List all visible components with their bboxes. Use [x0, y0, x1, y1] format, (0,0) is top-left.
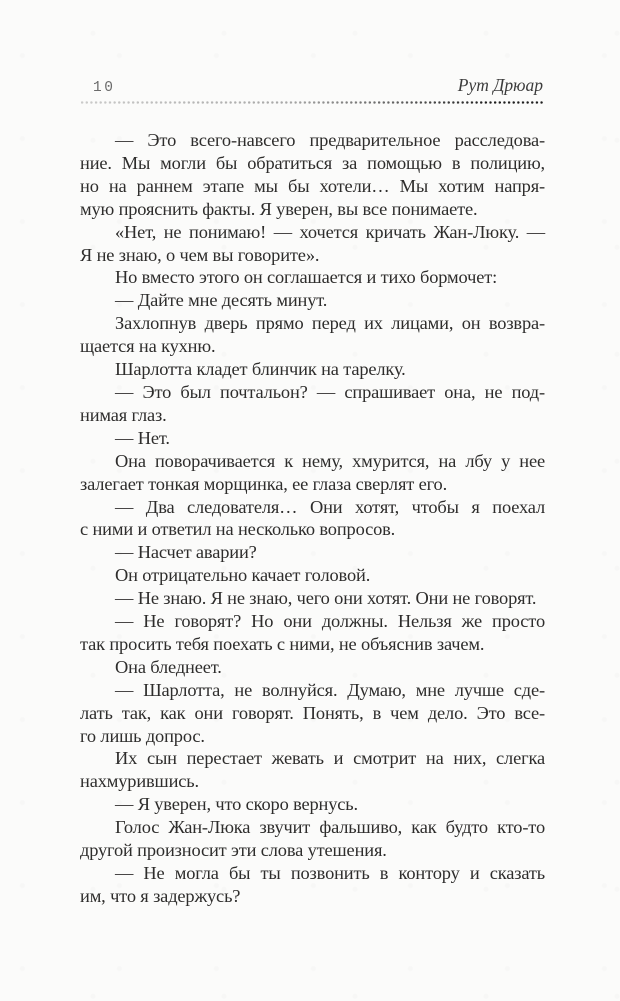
text-line: — Дайте мне десять минут. — [115, 290, 328, 311]
paragraph — [80, 312, 545, 358]
paragraph — [80, 541, 545, 564]
text-line: так просить тебя поехать с ними, не объяснив зачем. — [80, 633, 485, 654]
paragraph — [80, 656, 545, 679]
text-line: другой произносит эти слова утешения. — [80, 840, 387, 861]
text-line: с ними и ответил на несколько вопросов. — [80, 519, 396, 540]
paragraph — [80, 450, 545, 496]
text-line: Она бледнеет. — [115, 656, 222, 677]
running-header-author: Рут Дрюар — [457, 75, 543, 95]
text-line: — Два следователя… Они хотят, чтобы я поехал — [115, 496, 545, 517]
paragraph — [80, 427, 545, 450]
text-line: лать так, как они говорят. Понять, в чем дело. Это все- — [80, 702, 545, 723]
text-line: Он отрицательно качает головой. — [115, 565, 371, 586]
text-line: — Не говорят? Но они должны. Нельзя же просто — [115, 611, 545, 632]
paragraph — [80, 747, 545, 793]
paragraph — [80, 679, 545, 748]
page-header — [80, 0, 543, 96]
text-line: — Насчет аварии? — [115, 542, 257, 563]
text-line: — Я уверен, что скоро вернусь. — [115, 794, 358, 815]
text-line: Она поворачивается к нему, хмурится, на лбу у нее — [115, 450, 545, 471]
text-line: Шарлотта кладет блинчик на тарелку. — [115, 359, 406, 380]
paragraph — [80, 610, 545, 656]
text-line: щается на кухню. — [80, 336, 216, 357]
text-block — [80, 129, 545, 908]
text-line: Я не знаю, о чем вы говорите». — [80, 244, 320, 265]
text-line: Но вместо этого он соглашается и тихо бормочет: — [115, 267, 498, 288]
dotted-divider — [81, 101, 545, 104]
text-line: Захлопнув дверь прямо перед их лицами, он возвра- — [115, 313, 545, 334]
paragraph — [80, 816, 545, 862]
text-line: залегает тонкая морщинка, ее глаза сверлят его. — [80, 473, 448, 494]
text-line: — Не знаю. Я не знаю, чего они хотят. Они не говорят. — [115, 588, 537, 609]
text-line: го лишь допрос. — [80, 725, 205, 746]
paragraph — [80, 793, 545, 816]
text-line: Голос Жан-Люка звучит фальшиво, как будто кто-то — [115, 817, 545, 838]
text-line: Их сын перестает жевать и смотрит на них, слегка — [115, 748, 545, 769]
paragraph — [80, 266, 545, 289]
text-line: — Это был почтальон? — спрашивает она, не под- — [115, 381, 545, 402]
paragraph — [80, 496, 545, 542]
paragraph — [80, 129, 545, 221]
paragraph — [80, 289, 545, 312]
text-line: нахмурившись. — [80, 771, 199, 792]
paragraph — [80, 221, 545, 267]
paragraph — [80, 564, 545, 587]
text-line: — Шарлотта, не волнуйся. Думаю, мне лучше сде- — [115, 679, 545, 700]
text-line: нимая глаз. — [80, 404, 167, 425]
text-line: но на раннем этапе мы бы хотели… Мы хотим напря- — [80, 175, 545, 196]
text-line: — Это всего-навсего предварительное расследова- — [115, 130, 545, 150]
text-line: «Нет, не понимаю! — хочется кричать Жан-Люку. — — [115, 221, 545, 242]
paragraph — [80, 587, 545, 610]
text-line: — Нет. — [115, 427, 170, 448]
text-line: ние. Мы могли бы обратиться за помощью в полицию, — [80, 152, 545, 173]
text-line: — Не могла бы ты позвонить в контору и сказать — [115, 863, 545, 883]
text-line: мую прояснить факты. Я уверен, вы все понимаете. — [80, 198, 478, 219]
text-line: им, что я задержусь? — [80, 885, 241, 906]
paragraph — [80, 358, 545, 381]
paragraph — [80, 381, 545, 427]
page-number: 10 — [93, 80, 116, 96]
paragraph — [80, 862, 545, 908]
